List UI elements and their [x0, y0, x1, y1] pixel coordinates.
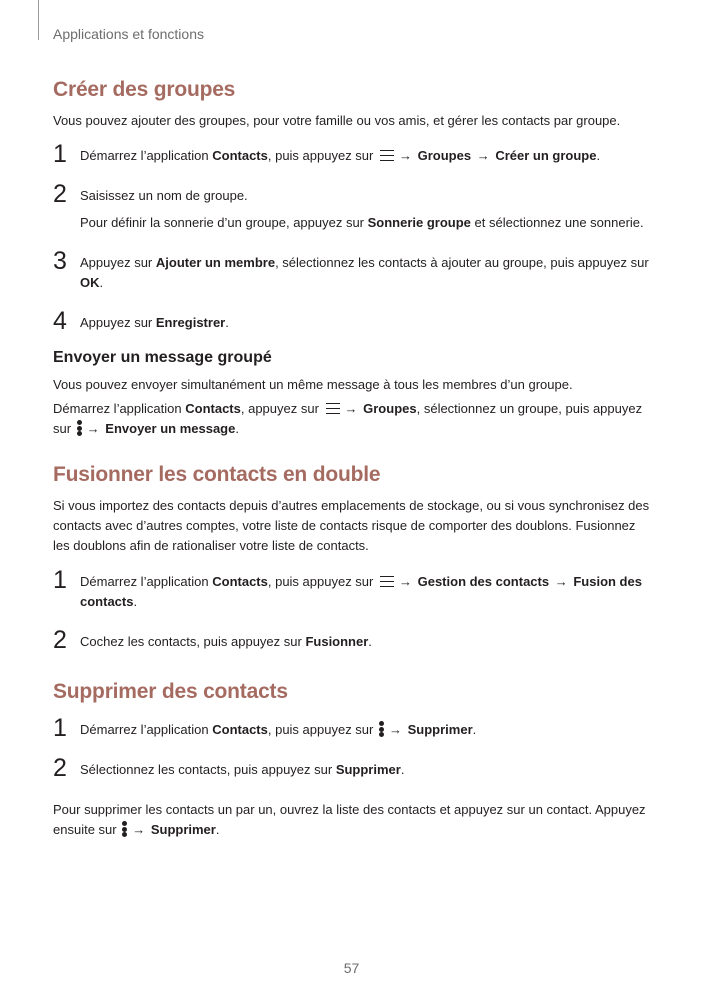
step-text: , sélectionnez les contacts à ajouter au groupe, puis appuyez sur	[275, 255, 649, 270]
section-title-create-groups: Créer des groupes	[53, 78, 236, 101]
button-merge: Fusionner	[305, 634, 369, 649]
arrow-right-icon: →	[132, 822, 146, 837]
step-number: 1	[53, 566, 67, 594]
step-text: .	[99, 275, 104, 290]
create-step-4	[53, 307, 653, 335]
delete-step-1	[53, 714, 653, 742]
step-text: .	[400, 762, 405, 777]
merge-duplicates-intro: Si vous importez des contacts depuis d’autres emplacements de stockage, ou si vous synchronisez des contacts avec d’autres comptes, votre liste de contacts risque de comporter des doublons. Fusionnez les doublons afin de rationaliser votre liste de contacts.	[53, 498, 650, 553]
app-name-contacts: Contacts	[212, 722, 268, 737]
menu-icon	[380, 576, 394, 587]
create-step-1	[53, 140, 653, 168]
app-name-contacts: Contacts	[212, 148, 268, 163]
menu-icon	[380, 150, 394, 161]
step-text: Cochez les contacts, puis appuyez sur	[80, 634, 306, 649]
arrow-right-icon: →	[344, 401, 358, 416]
step-text: , puis appuyez sur	[267, 574, 377, 589]
menu-send-message: Envoyer un message	[105, 421, 236, 436]
step-text: , puis appuyez sur	[267, 148, 377, 163]
step-number: 2	[53, 754, 67, 782]
create-step-2	[53, 180, 653, 233]
step-number: 1	[53, 714, 67, 742]
menu-delete: Supprimer	[407, 722, 473, 737]
step-number: 2	[53, 626, 67, 654]
more-options-icon	[379, 721, 385, 737]
step-text: Démarrez l’application	[80, 148, 213, 163]
step-text: .	[596, 148, 601, 163]
button-add-member: Ajouter un membre	[155, 255, 276, 270]
arrow-right-icon: →	[86, 421, 100, 436]
arrow-right-icon: →	[554, 574, 568, 589]
button-delete: Supprimer	[335, 762, 401, 777]
group-message-instructions	[53, 399, 653, 439]
delete-one-by-one-note	[53, 800, 653, 840]
step-text: Pour définir la sonnerie d’un groupe, appuyez sur	[80, 215, 368, 230]
merge-step-2	[53, 626, 653, 654]
step-text: .	[472, 722, 477, 737]
section-title-merge-duplicates: Fusionner les contacts en double	[53, 463, 381, 486]
page-content	[53, 78, 653, 840]
step-text: Appuyez sur	[80, 315, 156, 330]
delete-step-2	[53, 754, 653, 782]
step-text: et sélectionnez une sonnerie.	[470, 215, 644, 230]
more-options-icon	[122, 821, 128, 837]
step-text: Démarrez l’application	[80, 722, 213, 737]
header-title: Applications et fonctions	[53, 26, 204, 42]
menu-groupes: Groupes	[417, 148, 472, 163]
section-title-delete-contacts: Supprimer des contacts	[53, 680, 288, 703]
step-text: .	[225, 315, 229, 330]
step-text: .	[235, 421, 239, 436]
more-options-icon	[77, 420, 83, 436]
step-text: .	[368, 634, 372, 649]
step-text: Appuyez sur	[80, 255, 156, 270]
step-text: Pour supprimer les contacts un par un, ouvrez la liste des contacts et appuyez sur un contact. Appuyez ensuite sur	[53, 802, 646, 837]
header-rule	[38, 0, 39, 40]
step-text: Démarrez l’application	[53, 401, 186, 416]
subsection-title-group-message: Envoyer un message groupé	[53, 349, 272, 366]
app-name-contacts: Contacts	[185, 401, 241, 416]
group-message-intro: Vous pouvez envoyer simultanément un même message à tous les membres d’un groupe.	[53, 377, 573, 392]
step-text: , appuyez sur	[240, 401, 323, 416]
step-number: 3	[53, 247, 67, 275]
button-save: Enregistrer	[155, 315, 226, 330]
arrow-right-icon: →	[388, 722, 402, 737]
menu-delete: Supprimer	[150, 822, 216, 837]
step-text: Saisissez un nom de groupe.	[80, 188, 248, 203]
menu-groupes: Groupes	[363, 401, 417, 416]
step-text: , sélectionnez un groupe, puis appuyez sur	[53, 401, 643, 436]
app-name-contacts: Contacts	[212, 574, 268, 589]
step-text: Démarrez l’application	[80, 574, 213, 589]
step-text: Sélectionnez les contacts, puis appuyez sur	[80, 762, 336, 777]
create-groups-intro: Vous pouvez ajouter des groupes, pour votre famille ou vos amis, et gérer les contacts par groupe.	[53, 113, 621, 128]
menu-icon	[326, 403, 340, 414]
menu-create-group: Créer un groupe	[495, 148, 597, 163]
step-text: , puis appuyez sur	[267, 722, 377, 737]
arrow-right-icon: →	[398, 574, 412, 589]
page-number: 57	[343, 960, 360, 976]
step-text: .	[133, 594, 138, 609]
step-text: .	[215, 822, 220, 837]
menu-manage-contacts: Gestion des contacts	[417, 574, 550, 589]
step-number: 1	[53, 140, 67, 168]
button-ok: OK	[80, 275, 100, 290]
create-step-3	[53, 247, 653, 293]
step-number: 2	[53, 180, 67, 208]
create-step-2-note	[80, 213, 653, 233]
merge-step-1	[53, 566, 653, 612]
setting-group-ringtone: Sonnerie groupe	[367, 215, 471, 230]
menu-merge-contacts: Fusion des contacts	[80, 574, 642, 609]
arrow-right-icon: →	[476, 148, 490, 163]
step-number: 4	[53, 307, 67, 335]
arrow-right-icon: →	[398, 148, 412, 163]
